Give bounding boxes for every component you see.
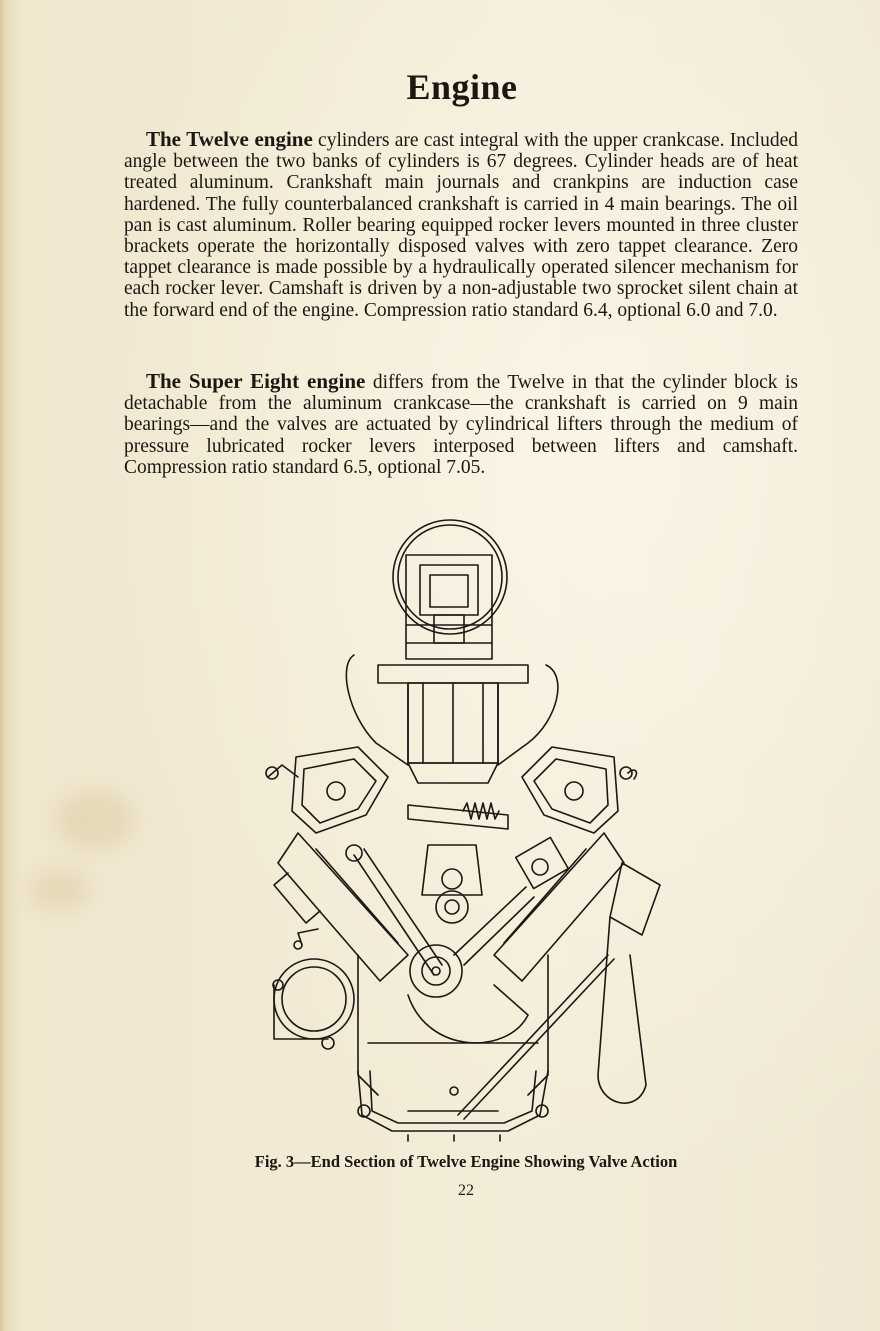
- paragraph-body: cylinders are cast integral with the upper crankcase. Included angle between the two banks of cylinders is 67 degrees. Cylinder heads are of heat treated aluminum. Crankshaft main journals and crankpins are induction case hardened. The fully counterbalanced crankshaft is carried in 4 main bearings. The oil pan is cast aluminum. Roller bearing equipped rocker levers mounted in three cluster brackets operate the horizontally disposed valves with zero tappet clearance. Zero tappet clearance is made possible by a hydraulically operated silencer mechanism for each rocker lever. Camshaft is driven by a non-adjustable two sprocket silent chain at the forward end of the engine. Compression ratio standard 6.4, optional 6.0 and 7.0.: [124, 130, 798, 321]
- paragraph-body: differs from the Twelve in that the cylinder block is detachable from the aluminum crankcase—the crankshaft is carried on 9 main bearings—and the valves are actuated by cylindrical lifters through the medium of pressure lubricated rocker levers interposed between lifters and camshaft. Compression ratio standard 6.5, optional 7.05.: [124, 372, 798, 478]
- paragraph-lead: The Twelve engine: [146, 127, 313, 151]
- paragraph-super-eight-engine: [124, 371, 798, 478]
- figure-caption: Fig. 3—End Section of Twelve Engine Showing Valve Action: [254, 1152, 678, 1171]
- page-title: Engine: [406, 67, 518, 107]
- paragraph-twelve-engine: [124, 129, 798, 321]
- paper-stain: [55, 790, 135, 850]
- paper-stain: [30, 870, 90, 910]
- page-number: 22: [458, 1182, 474, 1199]
- paragraph-lead: The Super Eight engine: [146, 369, 366, 393]
- engine-cross-section-drawing: [258, 515, 672, 1145]
